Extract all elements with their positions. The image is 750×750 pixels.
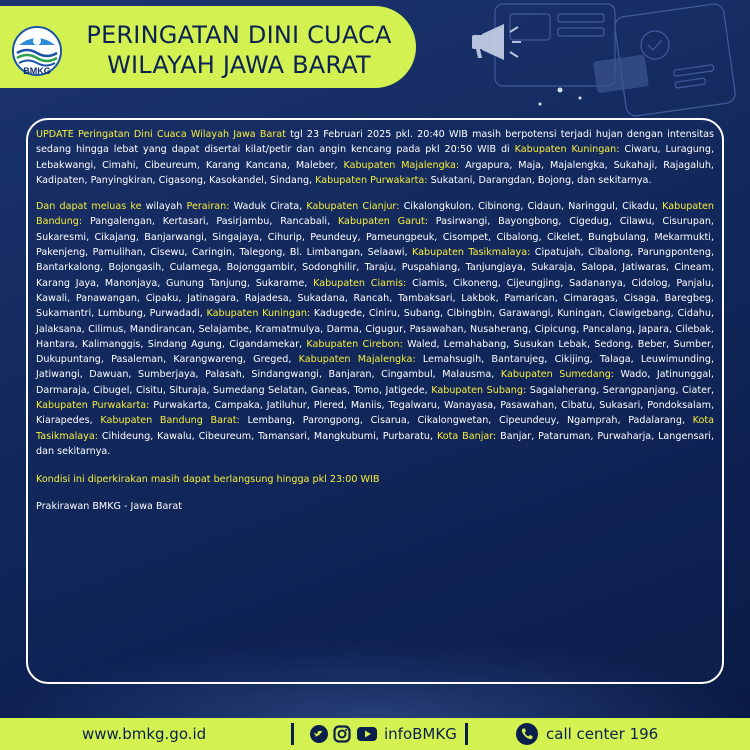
instagram-icon[interactable] bbox=[333, 725, 351, 743]
website-link[interactable]: www.bmkg.go.id bbox=[82, 725, 207, 743]
highlighted-text: Kabupaten Kuningan: bbox=[514, 144, 620, 156]
youtube-icon[interactable] bbox=[356, 725, 378, 743]
body-text: Waled, Lemahabang, Susukan Lebak, Sedong, Beber, Sumber, Dukupuntang, Pasaleman, Karangwareng, Greged, bbox=[36, 338, 714, 366]
highlighted-text: Perairan: bbox=[186, 201, 230, 213]
body-text: Ciwaru, Luragung, Lebakwangi, Cimahi, Cibeureum, Karang Kancana, Maleber, bbox=[36, 144, 714, 171]
page-title bbox=[74, 20, 404, 80]
highlighted-text: Kabupaten Bandung Barat: bbox=[100, 415, 240, 427]
body-text: Argapura, Maja, Majalengka, Sukahaji, Rajagaluh, Kadipaten, Panyingkiran, Cigasong, Kasokandel, Sindang, bbox=[36, 159, 714, 186]
body-text: Ciamis, Cikoneng, Cijeungjing, Sadananya, Cidolog, Panjalu, Kawali, Panawangan, Cipaku, Jatinagara, Rajadesa, Sukadana, Rancah, Tambaksari, Lakbok, Pamarican, Cimaragas, Cisaga, Baregbeg, Sukamantri, Lumbung, Purwadadi, bbox=[36, 277, 715, 320]
highlighted-text: Kabupaten Sumedang: bbox=[500, 369, 615, 381]
logo-label: BMKG bbox=[23, 66, 51, 76]
body-text: wilayah bbox=[141, 201, 187, 213]
highlighted-text: Kabupaten Purwakarta: bbox=[315, 174, 428, 186]
highlighted-text: Kabupaten Majalengka: bbox=[343, 159, 460, 171]
highlighted-text: Kabupaten Ciamis: bbox=[313, 277, 407, 289]
highlighted-text: Kabupaten Bandung: bbox=[36, 201, 715, 228]
highlighted-text: Kabupaten Majalengka: bbox=[298, 354, 416, 366]
highlighted-text: Kabupaten Purwakarta: bbox=[36, 400, 150, 412]
duration-note: Kondisi ini diperkirakan masih dapat berlangsung hingga pkl 23:00 WIB bbox=[36, 474, 380, 486]
highlighted-text: UPDATE Peringatan Dini Cuaca Wilayah Jawa Barat bbox=[36, 129, 286, 140]
body-text: Banjar, Pataruman, Purwaharja, Langensari, dan sekitarnya. bbox=[36, 430, 715, 457]
body-text: Lembang, Parongpong, Cisarua, Cikalongwetan, Cipeundeuy, Ngamprah, Padalarang, bbox=[239, 415, 693, 427]
warning-paragraph-1 bbox=[36, 127, 714, 188]
social-handle[interactable]: infoBMKG bbox=[384, 725, 457, 743]
highlighted-text: Kabupaten Cirebon: bbox=[306, 338, 403, 350]
body-text: Cikalongkulon, Cibinong, Cidaun, Naringgul, Cikadu, bbox=[399, 201, 663, 213]
body-text: Waduk Cirata, bbox=[229, 201, 307, 213]
highlighted-text: Kabupaten Subang: bbox=[431, 384, 527, 396]
highlighted-text: Kota Tasikmalaya: bbox=[36, 415, 714, 442]
highlighted-text: Kabupaten Garut: bbox=[337, 216, 428, 228]
call-center[interactable]: call center 196 bbox=[546, 725, 659, 743]
body-text: Lemahsugih, Bantarujeg, Cikijing, Talaga, Leuwimunding, Jatiwangi, Dawuan, Sumberjaya, Palasah, Sindangwangi, Banjaran, Cingambul, Malausma, bbox=[36, 354, 715, 381]
body-text: Sagalaherang, Serangpanjang, Ciater, bbox=[526, 384, 714, 396]
phone-icon bbox=[516, 723, 538, 745]
highlighted-text: Kota Banjar: bbox=[436, 430, 497, 442]
footer-divider bbox=[291, 723, 294, 745]
body-text: Purwakarta, Campaka, Jatiluhur, Plered, Maniis, Tegalwaru, Wanayasa, Pasawahan, Cibatu, Sukasari, Pondoksalam, Kiarapedes, bbox=[36, 400, 714, 427]
megaphone-icon bbox=[472, 24, 521, 60]
twitter-icon[interactable] bbox=[310, 725, 328, 743]
footer-divider bbox=[465, 723, 468, 745]
body-text: Wado, Jatinunggal, Darmaraja, Cibugel, Cisitu, Situraja, Sumedang Selatan, Ganeas, Tomo, Jatigede, bbox=[36, 369, 714, 396]
highlighted-text: Kabupaten Cianjur: bbox=[306, 201, 400, 213]
highlighted-text: Dan dapat meluas ke bbox=[36, 201, 142, 213]
warning-text bbox=[36, 127, 714, 525]
highlighted-text: Kabupaten Tasikmalaya: bbox=[412, 247, 531, 259]
footer-bar bbox=[0, 718, 750, 750]
header-illustration bbox=[420, 0, 750, 120]
body-text: tgl 23 Februari 2025 pkl. 20:40 WIB masih berpotensi terjadi hujan dengan intensitas sedang hingga lebat yang dapat disertai kilat/petir dan angin kencang pada pkl 20:50 WIB di bbox=[36, 129, 714, 156]
header-banner bbox=[0, 6, 416, 88]
body-text: Cipatujah, Cibalong, Parungponteng, Bantarkalong, Bojongasih, Culamega, Bojonggambir, Sodonghilir, Taraju, Puspahiang, Tanjungjaya, Sukaraja, Salopa, Jatiwaras, Cineam, Karang Jaya, Manonjaya, Gunung Tanjung, Sukarame, bbox=[36, 247, 714, 289]
highlighted-text: Kabupaten Kuningan: bbox=[206, 308, 311, 320]
warning-paragraph-2 bbox=[36, 199, 714, 459]
forecaster-signature: Prakirawan BMKG - Jawa Barat bbox=[36, 500, 183, 512]
body-text: Pangalengan, Kertasari, Pasirjambu, Rancabali, bbox=[82, 216, 338, 228]
body-text: Kadugede, Ciniru, Subang, Cibingbin, Garawangi, Kuningan, Ciawigebang, Cidahu, Jalaksana, Cilimus, Mandirancan, Selajambe, Kramatmulya, Darma, Cigugur, Pasawahan, Nusaherang, Cipicung, Pancalang, Japara, Cilebak, Hantara, Kalimanggis, Sindang Agung, Cigandamekar, bbox=[36, 308, 714, 350]
title-line-2: WILAYAH JAWA BARAT bbox=[107, 51, 371, 79]
body-text: Pasirwangi, Bayongbong, Cigedug, Cilawu, Cisurupan, Sukaresmi, Cikajang, Banjarwangi, Singajaya, Cihurip, Peundeuy, Pameungpeuk, Cisompet, Cibalong, Cikelet, Bungbulang, Mekarmukti, Pakenjeng, Pamulihan, Cisewu, Caringin, Talegong, Bl. Limbangan, Selaawi, bbox=[36, 216, 714, 259]
body-text: Sukatani, Darangdan, Bojong, dan sekitarnya. bbox=[427, 174, 652, 186]
body-text: Cihideung, Kawalu, Cibeureum, Tamansari, Mangkubumi, Purbaratu, bbox=[97, 430, 437, 442]
title-line-1: PERINGATAN DINI CUACA bbox=[86, 21, 392, 49]
